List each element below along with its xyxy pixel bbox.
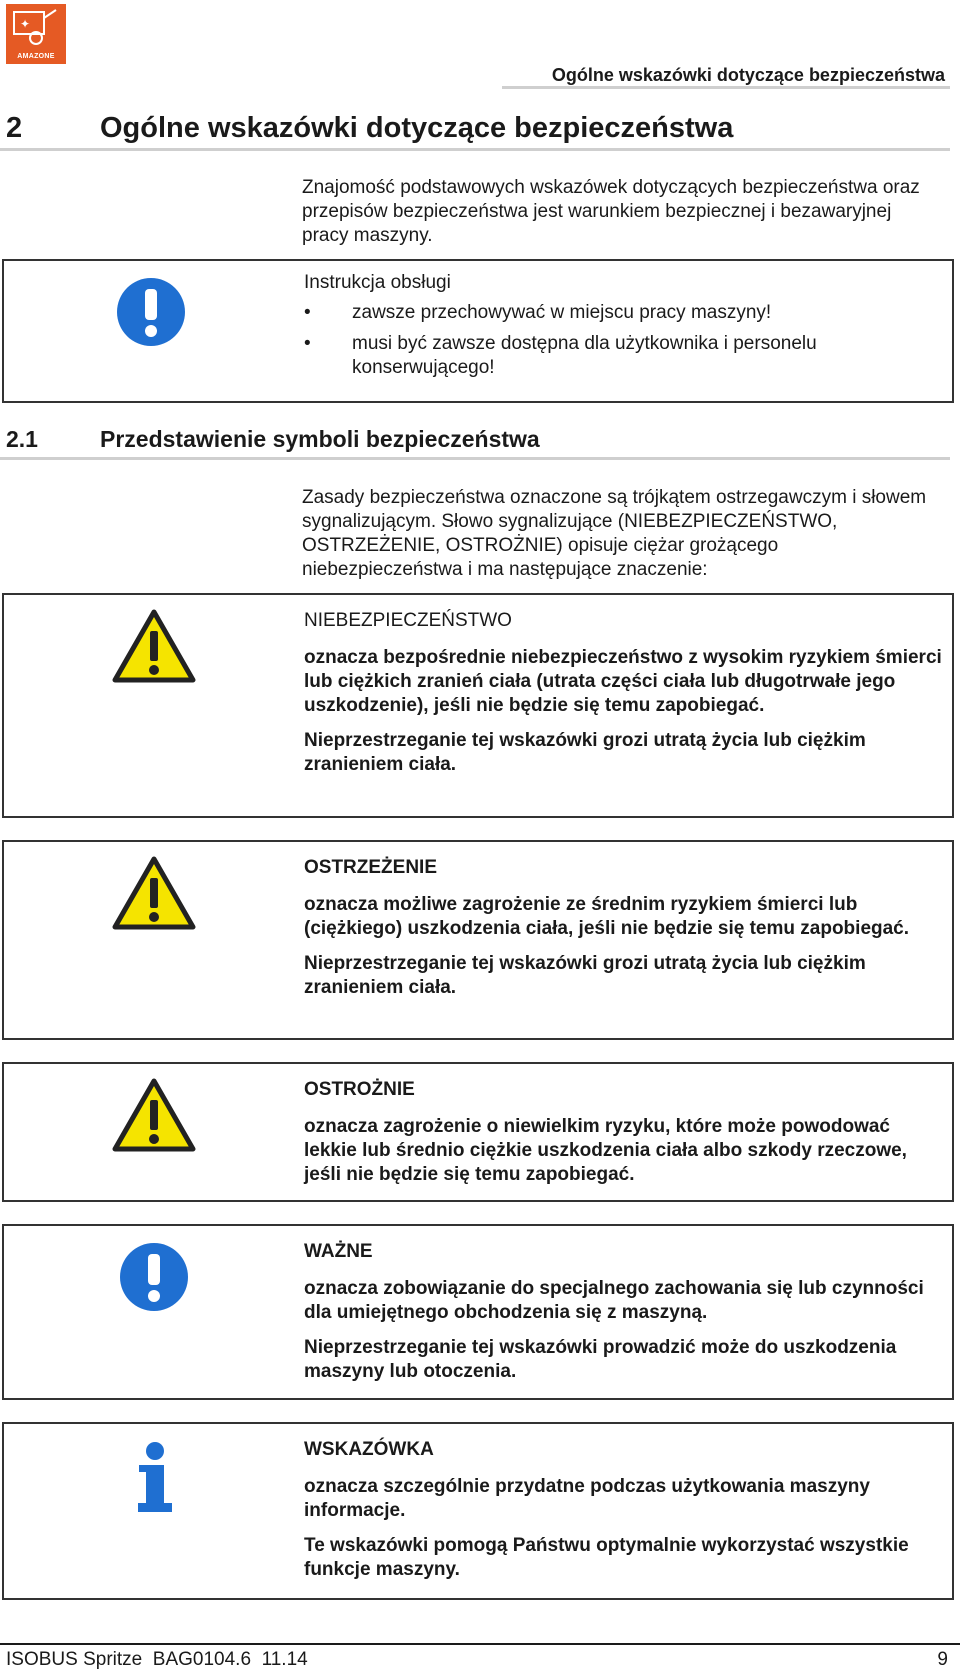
subsection-heading <box>6 426 540 453</box>
note-content <box>304 1438 944 1593</box>
section-heading <box>6 112 733 145</box>
subsection-number: 2.1 <box>6 426 38 452</box>
danger-box <box>2 593 954 818</box>
list-item <box>304 332 944 380</box>
manual-notice-content <box>304 271 944 387</box>
warning-triangle-icon <box>112 609 196 683</box>
page-number: 9 <box>937 1649 948 1670</box>
manual-notice-box <box>2 259 954 403</box>
danger-content <box>304 609 944 788</box>
subsection-rule <box>0 457 950 460</box>
danger-consequence: Nieprzestrzeganie tej wskazówki grozi utratą życia lub ciężkim zranieniem ciała. <box>304 730 866 775</box>
warning-triangle-icon <box>112 856 196 930</box>
amazone-logo <box>6 4 66 64</box>
info-icon <box>136 1442 174 1514</box>
subsection-intro: Zasady bezpieczeństwa oznaczone są trójkątem ostrzegawczym i słowem sygnalizującym. Słowo sygnalizujące (NIEBEZPIECZEŃSTWO, OSTRZEŻENIE, OSTROŻNIE) opisuje ciężar grożącego niebezpieczeństwa i ma następujące znaczenie: <box>302 487 927 580</box>
caution-text: oznacza zagrożenie o niewielkim ryzyku, które może powodować lekkie lub średnio ciężkie uszkodzenia ciała albo szkody rzeczowe, jeśli nie będzie się temu zapobiegać. <box>304 1116 907 1185</box>
svg-text:✦: ✦ <box>20 17 31 31</box>
exclamation-circle-icon <box>116 277 186 347</box>
warning-title: OSTRZEŻENIE <box>304 857 438 878</box>
caution-title: OSTROŻNIE <box>304 1079 415 1100</box>
running-title: Ogólne wskazówki dotyczące bezpieczeństwa <box>551 65 945 85</box>
subsection-title: Przedstawienie symboli bezpieczeństwa <box>100 426 540 452</box>
note-box <box>2 1422 954 1600</box>
warning-text: oznacza możliwe zagrożenie ze średnim ryzykiem śmierci lub (ciężkiego) uszkodzenia ciała, jeśli nie będzie się temu zapobiegać. <box>304 894 910 939</box>
section-title: Ogólne wskazówki dotyczące bezpieczeństwa <box>100 112 734 144</box>
section-intro: Znajomość podstawowych wskazówek dotyczących bezpieczeństwa oraz przepisów bezpieczeństwa jest warunkiem bezpiecznej i bezawaryjnej pracy maszyny. <box>302 177 920 246</box>
caution-box <box>2 1062 954 1202</box>
important-text: oznacza zobowiązanie do specjalnego zachowania się lub czynności dla umiejętnego obchodzenia się z maszyną. <box>304 1278 924 1323</box>
caution-content <box>304 1078 944 1198</box>
section-rule <box>0 148 950 151</box>
header-rule <box>502 86 950 89</box>
list-item <box>304 301 944 325</box>
footer-document-id: ISOBUS Spritze BAG0104.6 11.14 <box>6 1649 308 1670</box>
important-title: WAŻNE <box>304 1241 373 1262</box>
danger-title: NIEBEZPIECZEŃSTWO <box>304 610 512 631</box>
section-number: 2 <box>6 112 23 144</box>
warning-content <box>304 856 944 1011</box>
manual-notice-list <box>304 301 944 380</box>
footer-rule <box>0 1643 960 1645</box>
note-title: WSKAZÓWKA <box>304 1439 434 1460</box>
list-item-text: musi być zawsze dostępna dla użytkownika i personelu konserwującego! <box>352 333 817 378</box>
bullet-icon: • <box>304 333 311 354</box>
important-box <box>2 1224 954 1400</box>
logo-text: AMAZONE <box>17 53 55 60</box>
warning-box <box>2 840 954 1040</box>
warning-consequence: Nieprzestrzeganie tej wskazówki grozi utratą życia lub ciężkim zranieniem ciała. <box>304 953 866 998</box>
bullet-icon: • <box>304 302 311 323</box>
exclamation-circle-icon <box>119 1242 189 1312</box>
warning-triangle-icon <box>112 1078 196 1152</box>
list-item-text: zawsze przechowywać w miejscu pracy maszyny! <box>352 302 772 323</box>
note-text: oznacza szczególnie przydatne podczas użytkowania maszyny informacje. <box>304 1476 870 1521</box>
logo-emblem-icon <box>6 4 66 48</box>
manual-notice-title: Instrukcja obsługi <box>304 272 451 293</box>
important-content <box>304 1240 944 1395</box>
note-consequence: Te wskazówki pomogą Państwu optymalnie wykorzystać wszystkie funkcje maszyny. <box>304 1535 909 1580</box>
danger-text: oznacza bezpośrednie niebezpieczeństwo z wysokim ryzykiem śmierci lub ciężkich zranień ciała (utrata części ciała lub długotrwałe jego uszkodzenie), jeśli nie będzie się temu zapobiegać. <box>304 647 942 716</box>
important-consequence: Nieprzestrzeganie tej wskazówki prowadzić może do uszkodzenia maszyny lub otoczenia. <box>304 1337 897 1382</box>
